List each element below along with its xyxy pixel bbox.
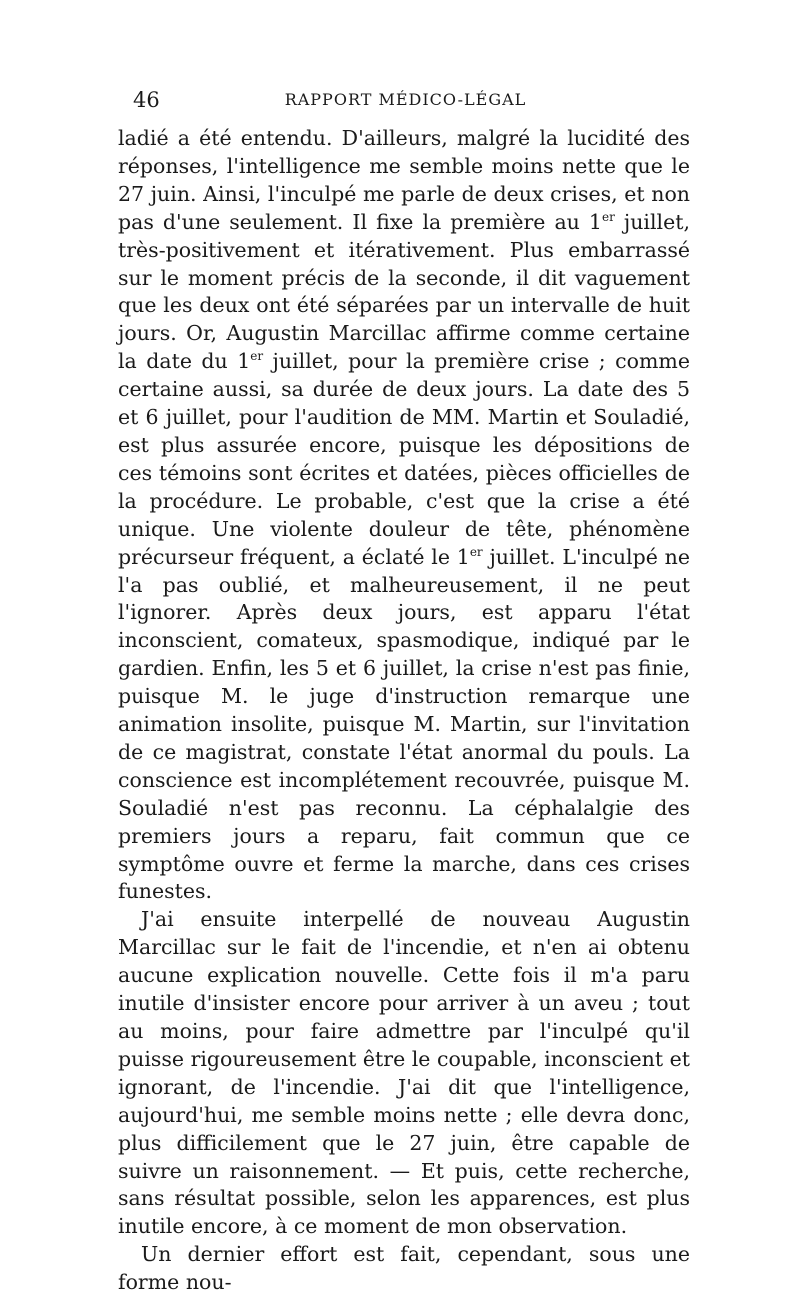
text-run: juillet, très-positivement et itérativement. Plus embarrassé sur le moment précis de la seconde, il dit vaguement que les deux ont été séparées par un intervalle de huit jours. Or, Augustin Marcillac affirme comme certaine la date du 1 xyxy=(118,209,690,374)
superscript: er xyxy=(250,349,264,364)
superscript: er xyxy=(601,209,615,224)
paragraph-1 xyxy=(118,125,690,906)
text-run: Un dernier effort est fait, cependant, sous une forme nou- xyxy=(118,1242,690,1295)
text-run: juillet, pour la première crise ; comme certaine aussi, sa durée de deux jours. La date des 5 et 6 juillet, pour l'audition de MM. Martin et Souladié, est plus assurée encore, puisque les dépositions de ces témoins sont écrites et datées, pièces officielles de la procédure. Le probable, c'est que la crise a été unique. Une violente douleur de tête, phénomène précurseur fréquent, a éclaté le 1 xyxy=(118,349,690,569)
running-head: RAPPORT MÉDICO-LÉGAL xyxy=(284,90,527,109)
text-run: juillet. L'inculpé ne l'a pas oublié, et malheureusement, il ne peut l'ignorer. Après deux jours, est apparu l'état inconscient, comateux, spasmodique, indiqué par le gardien. Enfin, les 5 et 6 juillet, la crise n'est pas finie, puisque M. le juge d'instruction remarque une animation insolite, puisque M. Martin, sur l'invitation de ce magistrat, constate l'état anormal du pouls. La conscience est incomplétement recouvrée, puisque M. Souladié n'est pas reconnu. La céphalalgie des premiers jours a reparu, fait commun que ce symptôme ouvre et ferme la marche, dans ces crises funestes. xyxy=(118,544,690,904)
page-number: 46 xyxy=(133,88,160,112)
superscript: er xyxy=(469,544,483,559)
text-run: ladié a été entendu. D'ailleurs, malgré la lucidité des réponses, l'intelligence me semble moins nette que le 27 juin. Ainsi, l'inculpé me parle de deux crises, et non pas d'une seulement. Il fixe la première au 1 xyxy=(118,126,690,234)
paragraph-2 xyxy=(118,906,690,1241)
paragraph-3 xyxy=(118,1241,690,1297)
body-text xyxy=(118,125,690,1297)
text-run: J'ai ensuite interpellé de nouveau Augustin Marcillac sur le fait de l'incendie, et n'en ai obtenu aucune explication nouvelle. Cette fois il m'a paru inutile d'insister encore pour arriver à un aveu ; tout au moins, pour faire admettre par l'inculpé qu'il puisse rigoureusement être le coupable, inconscient et ignorant, de l'incendie. J'ai dit que l'intelligence, aujourd'hui, me semble moins nette ; elle devra donc, plus difficilement que le 27 juin, être capable de suivre un raisonnement. — Et puis, cette recherche, sans résultat possible, selon les apparences, est plus inutile encore, à ce moment de mon observation. xyxy=(118,907,690,1239)
page-header xyxy=(133,88,678,116)
